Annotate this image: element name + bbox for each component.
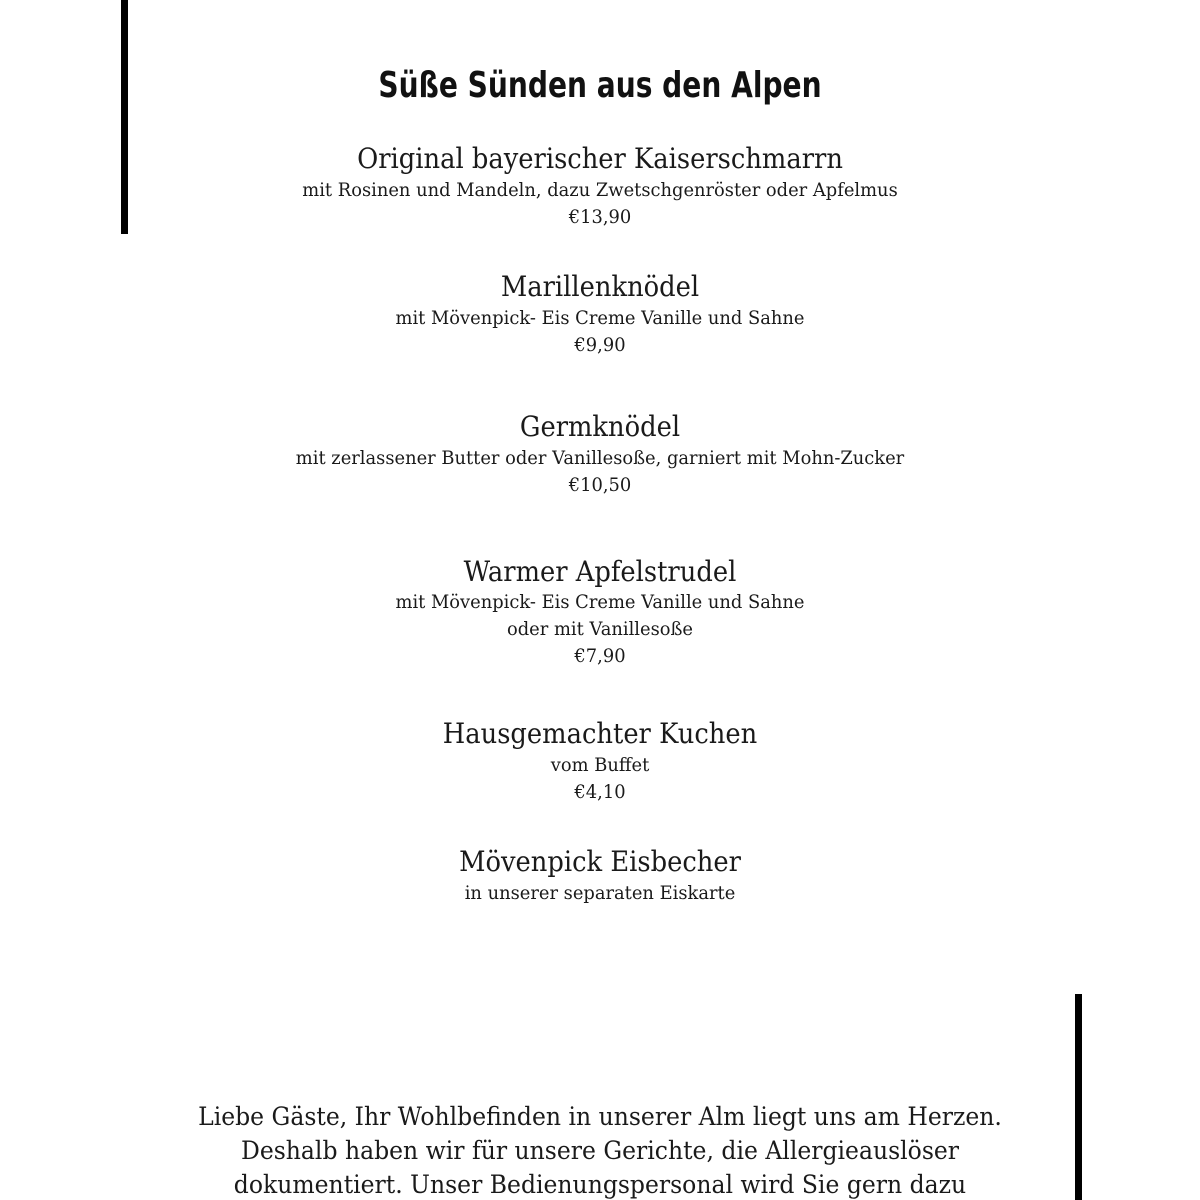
menu-item-description: in unserer separaten Eiskarte bbox=[464, 882, 736, 904]
menu-item bbox=[0, 845, 1200, 907]
allergen-notice bbox=[36, 1100, 1164, 1200]
menu-item-price: €9,90 bbox=[574, 334, 626, 356]
menu-item-name: Original bayerischer Kaiserschmarrn bbox=[357, 142, 843, 175]
menu-item-price: €7,90 bbox=[574, 645, 626, 667]
menu-item bbox=[0, 410, 1200, 499]
notice-line: Liebe Gäste, Ihr Wohlbefinden in unserer Alm liegt uns am Herzen. bbox=[198, 1102, 1002, 1131]
menu-item-description: mit Mövenpick- Eis Creme Vanille und Sahne bbox=[395, 307, 805, 329]
menu-item bbox=[0, 142, 1200, 231]
notice-line: Deshalb haben wir für unsere Gerichte, die Allergieauslöser bbox=[240, 1136, 960, 1165]
menu-item-description: mit Mövenpick- Eis Creme Vanille und Sahne bbox=[395, 591, 805, 613]
menu-item-name: Hausgemachter Kuchen bbox=[442, 717, 758, 750]
menu-item-description: oder mit Vanillesoße bbox=[506, 618, 694, 640]
menu-item-name: Mövenpick Eisbecher bbox=[459, 845, 741, 878]
menu-item-price: €10,50 bbox=[568, 474, 632, 496]
notice-line: dokumentiert. Unser Bedienungspersonal wird Sie gern dazu bbox=[233, 1170, 967, 1199]
menu-item-description: mit zerlassener Butter oder Vanillesoße, garniert mit Mohn-Zucker bbox=[295, 447, 905, 469]
menu-item-name: Germknödel bbox=[519, 410, 681, 443]
menu-item-price: €13,90 bbox=[568, 206, 632, 228]
menu-item-price: €4,10 bbox=[574, 781, 626, 803]
page-title: Süße Sünden aus den Alpen bbox=[378, 65, 822, 106]
menu-item bbox=[0, 717, 1200, 806]
menu-item-description: vom Buffet bbox=[550, 754, 650, 776]
menu-item-name: Marillenknödel bbox=[500, 270, 700, 303]
menu-item bbox=[0, 270, 1200, 359]
menu-item-name: Warmer Apfelstrudel bbox=[463, 555, 737, 588]
menu-item bbox=[0, 555, 1200, 670]
menu-item-description: mit Rosinen und Mandeln, dazu Zwetschgenröster oder Apfelmus bbox=[302, 179, 898, 201]
